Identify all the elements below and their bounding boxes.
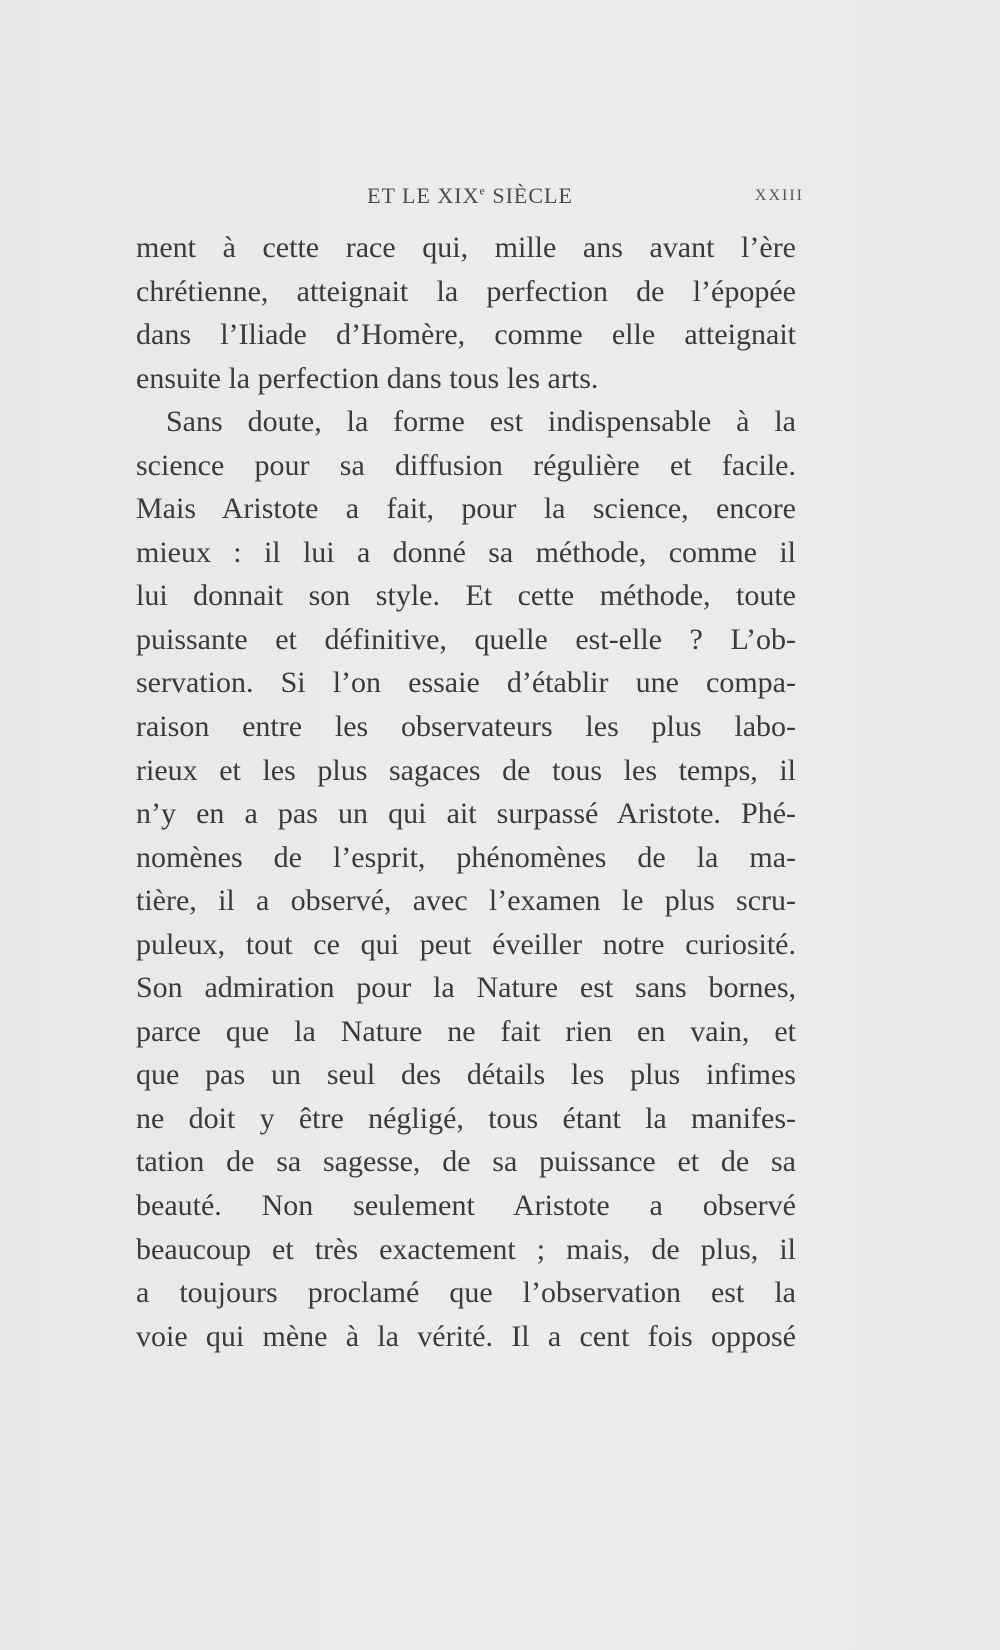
text-line: tière, il a observé, avec l’examen le plus scru- xyxy=(136,884,796,918)
page-number: XXIII xyxy=(754,187,804,204)
text-line: n’y en a pas un qui ait surpassé Aristote. Phé- xyxy=(136,797,796,831)
text-line: Mais Aristote a fait, pour la science, encore xyxy=(136,492,796,526)
text-line: ensuite la perfection dans tous les arts. xyxy=(136,361,599,395)
text-line: que pas un seul des détails les plus infimes xyxy=(136,1058,796,1092)
text-line: parce que la Nature ne fait rien en vain, et xyxy=(136,1014,796,1048)
text-line: ment à cette race qui, mille ans avant l’ère xyxy=(136,231,796,264)
running-head-title-main: ET LE XIX xyxy=(367,183,480,208)
text-line: science pour sa diffusion régulière et facile. xyxy=(136,448,796,482)
body-text xyxy=(136,226,796,1358)
text-line: raison entre les observateurs les plus labo- xyxy=(136,710,796,744)
text-line: voie qui mène à la vérité. Il a cent fois opposé xyxy=(136,1319,796,1353)
text-line: Sans doute, la forme est indispensable à la xyxy=(166,405,796,439)
text-line: beauté. Non seulement Aristote a observé xyxy=(136,1189,796,1223)
text-line: Son admiration pour la Nature est sans bornes, xyxy=(136,971,796,1005)
text-line: servation. Si l’on essaie d’établir une compa- xyxy=(136,666,796,700)
text-line: puleux, tout ce qui peut éveiller notre curiosité. xyxy=(136,927,796,961)
text-line: ne doit y être négligé, tous étant la manifes- xyxy=(136,1101,796,1135)
text-line: mieux : il lui a donné sa méthode, comme il xyxy=(136,535,796,569)
text-line: chrétienne, atteignait la perfection de l’épopée xyxy=(136,274,796,308)
text-line: lui donnait son style. Et cette méthode, toute xyxy=(136,579,796,613)
running-head-title xyxy=(136,183,804,209)
text-line: a toujours proclamé que l’observation est la xyxy=(136,1276,796,1310)
text-line: puissante et définitive, quelle est-elle ? L’ob- xyxy=(136,622,796,656)
running-head xyxy=(136,183,804,213)
text-line: dans l’Iliade d’Homère, comme elle atteignait xyxy=(136,318,796,352)
running-head-title-rest: SIÈCLE xyxy=(485,183,573,208)
text-line: beaucoup et très exactement ; mais, de plus, il xyxy=(136,1232,796,1266)
running-head-title-superscript: e xyxy=(479,183,486,198)
text-line: tation de sa sagesse, de sa puissance et de sa xyxy=(136,1145,796,1179)
text-line: nomènes de l’esprit, phénomènes de la ma- xyxy=(136,840,796,874)
text-line: rieux et les plus sagaces de tous les temps, il xyxy=(136,753,796,787)
